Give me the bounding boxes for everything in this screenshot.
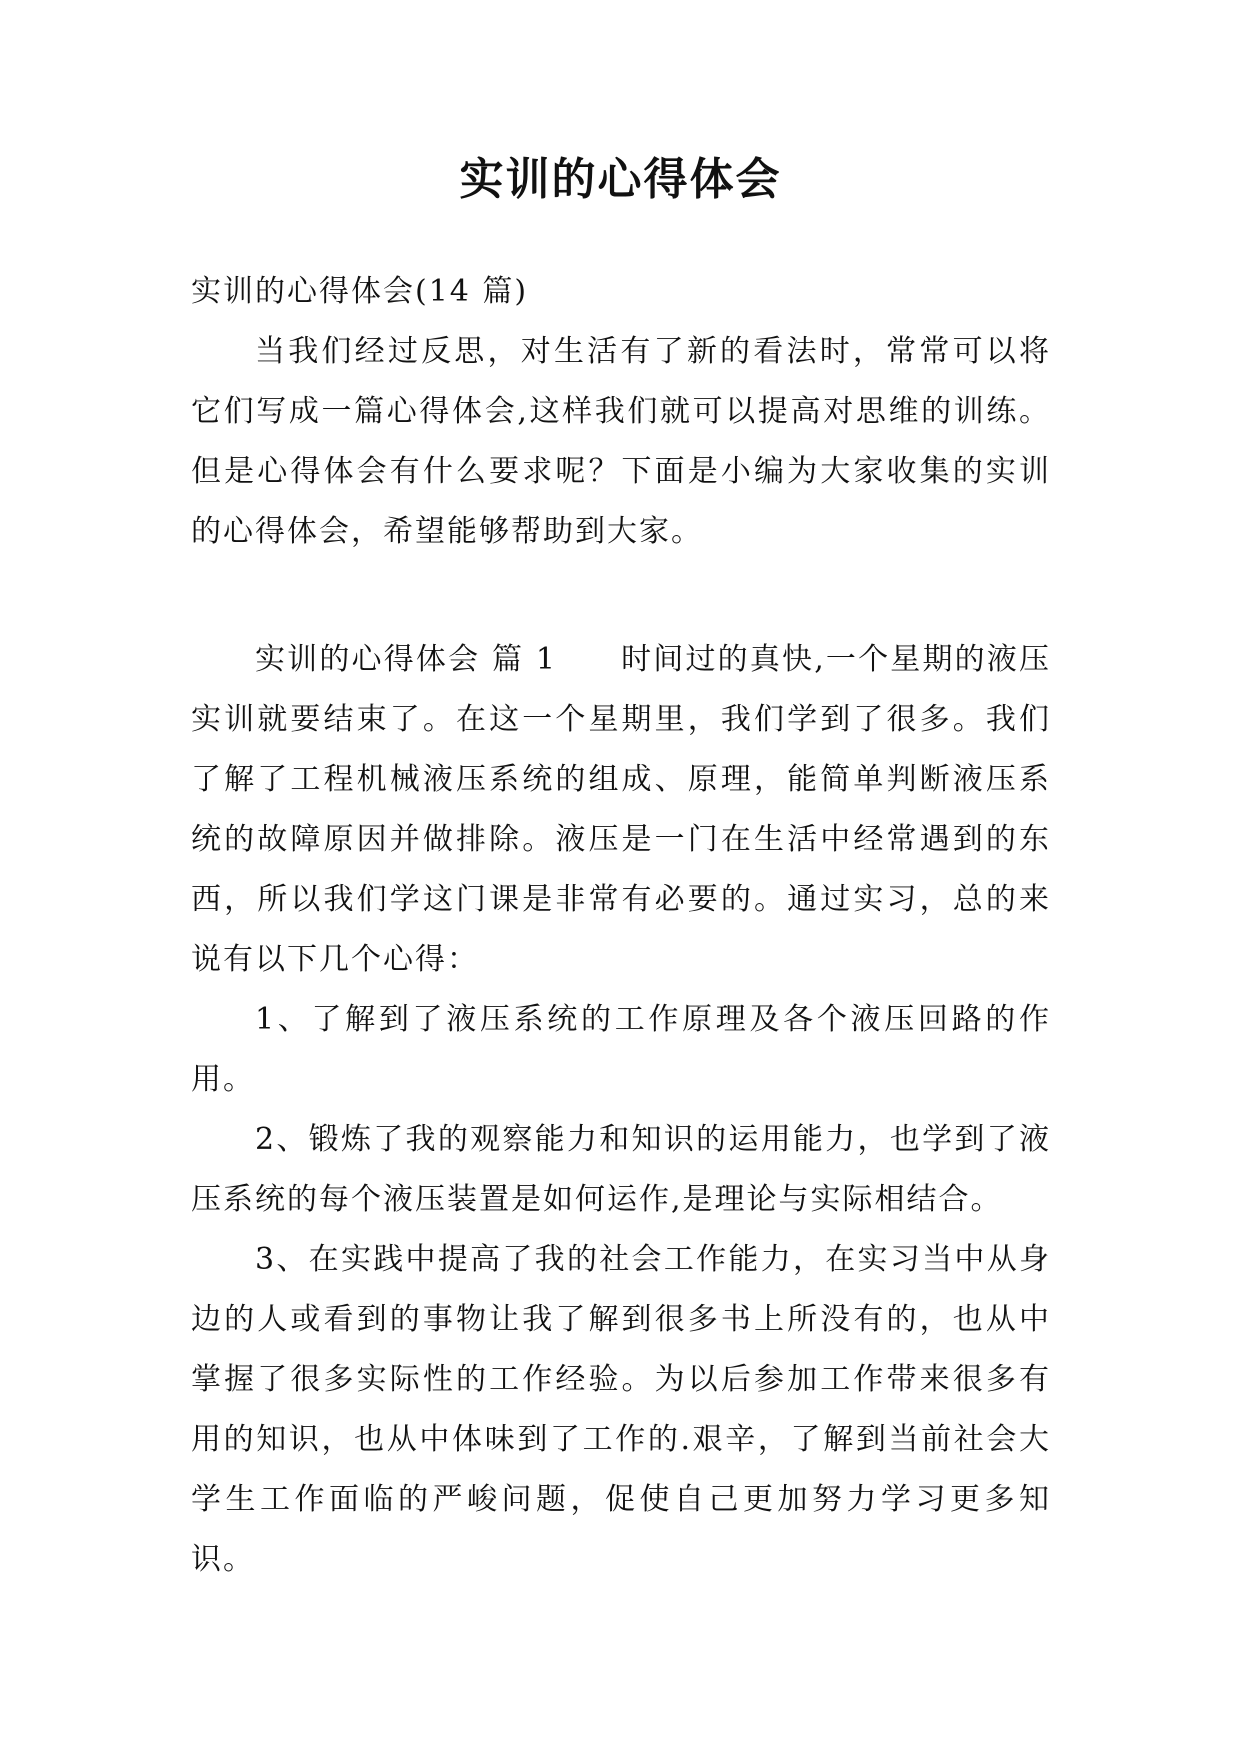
document-subtitle: 实训的心得体会(14 篇) <box>191 274 529 309</box>
section-1-paragraph <box>191 630 1051 990</box>
section-1-opening: 时间过的真快,一个星期的液压实训就要结束了。在这一个星期里，我们学到了很多。我们了解了工程机械液压系统的组成、原理，能简单判断液压系统的故障原因并做排除。液压是一门在生活中经常遇到的东西，所以我们学这门课是非常有必要的。通过实习，总的来说有以下几个心得： <box>191 642 1051 977</box>
document-title: 实训的心得体会 <box>459 154 782 205</box>
document-body <box>191 262 1051 1590</box>
point-2-paragraph: 2、锻炼了我的观察能力和知识的运用能力，也学到了液压系统的每个液压装置是如何运作,是理论与实际相结合。 <box>191 1122 1051 1217</box>
section-gap <box>191 562 1051 630</box>
point-3-paragraph: 3、在实践中提高了我的社会工作能力，在实习当中从身边的人或看到的事物让我了解到很多书上所没有的，也从中掌握了很多实际性的工作经验。为以后参加工作带来很多有用的知识，也从中体味到了工作的.艰辛，了解到当前社会大学生工作面临的严峻问题，促使自己更加努力学习更多知识。 <box>191 1242 1051 1577</box>
point-1-paragraph: 1、了解到了液压系统的工作原理及各个液压回路的作用。 <box>191 1002 1051 1097</box>
intro-paragraph: 当我们经过反思，对生活有了新的看法时，常常可以将它们写成一篇心得体会,这样我们就可以提高对思维的训练。但是心得体会有什么要求呢？下面是小编为大家收集的实训的心得体会，希望能够帮助到大家。 <box>191 334 1051 549</box>
section-1-heading: 实训的心得体会 篇 1 <box>255 642 557 677</box>
